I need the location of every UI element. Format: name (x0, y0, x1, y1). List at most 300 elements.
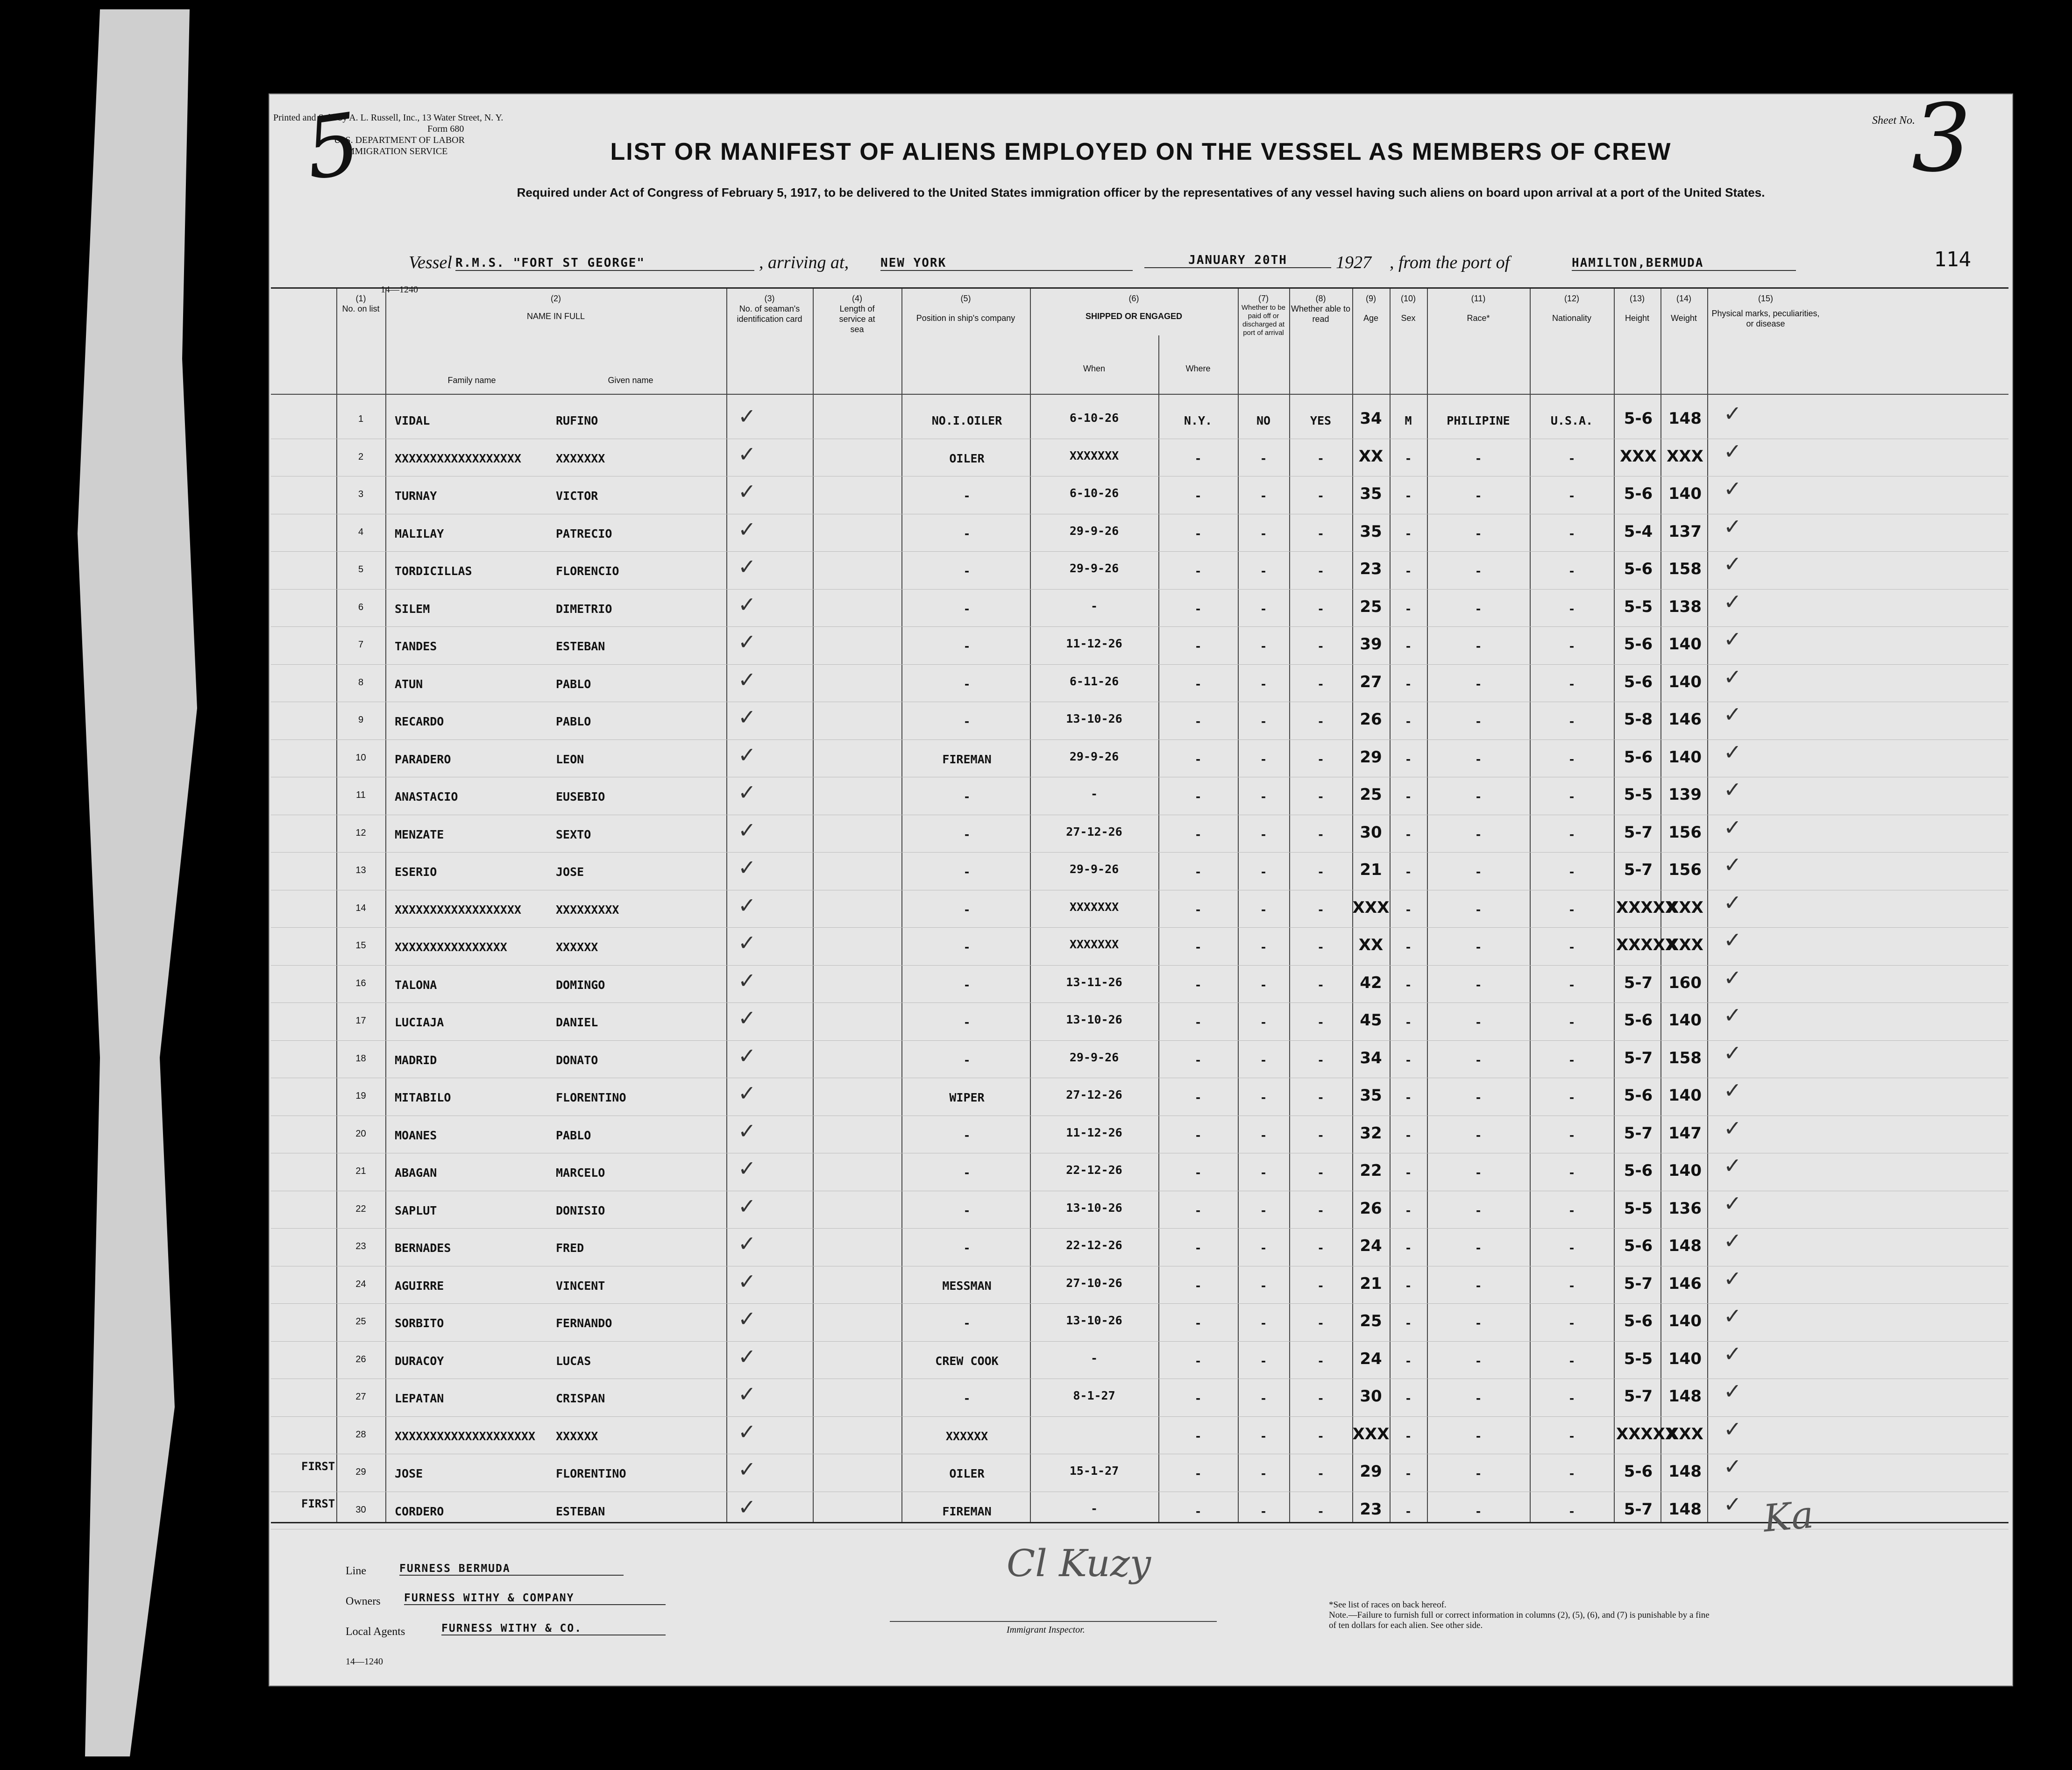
position: WIPER (949, 1091, 985, 1104)
able-to-read: - (1317, 526, 1325, 540)
family-name: TANDES (395, 640, 437, 653)
physical-check: ✓ (1724, 814, 1742, 840)
nationality: - (1568, 1166, 1575, 1180)
race: - (1475, 1091, 1482, 1104)
race: - (1475, 602, 1482, 616)
sex: - (1405, 1279, 1412, 1293)
col1-header: (1) No. on list (342, 294, 380, 313)
from-port: HAMILTON,BERMUDA (1572, 256, 1796, 271)
shipped-where: - (1194, 1467, 1202, 1480)
physical-check: ✓ (1724, 889, 1742, 915)
paid-off: - (1260, 978, 1267, 992)
height: 5-6 (1624, 1462, 1653, 1481)
family-name: MALILAY (395, 526, 444, 540)
height: 5-7 (1624, 1500, 1653, 1519)
height: 5-6 (1624, 1312, 1653, 1330)
position: - (963, 1392, 971, 1405)
given-name: VICTOR (556, 489, 598, 503)
sheet-number: 3 (1911, 84, 1971, 193)
paid-off: - (1260, 1053, 1267, 1067)
line-value: FURNESS BERMUDA (399, 1563, 624, 1576)
owners-label: Owners (346, 1595, 381, 1607)
table-row (271, 702, 2008, 739)
physical-check: ✓ (1724, 401, 1742, 426)
family-name: LUCIAJA (395, 1016, 444, 1029)
shipped-where: - (1194, 827, 1202, 841)
able-to-read: - (1317, 940, 1325, 954)
race: - (1475, 451, 1482, 465)
card-check: ✓ (738, 404, 756, 429)
paid-off: - (1260, 1392, 1267, 1405)
nationality: - (1568, 1091, 1575, 1104)
sex: - (1405, 790, 1412, 803)
position: - (963, 1016, 971, 1029)
family-name: ATUN (395, 677, 423, 691)
position: - (963, 827, 971, 841)
paid-off: - (1260, 752, 1267, 766)
able-to-read: - (1317, 1392, 1325, 1405)
physical-check: ✓ (1724, 1416, 1742, 1442)
table-row (271, 1416, 2008, 1454)
row-number: 23 (355, 1241, 366, 1251)
given-name: PABLO (556, 677, 591, 691)
sex: - (1405, 865, 1412, 879)
age: 30 (1360, 823, 1382, 842)
weight: 137 (1668, 522, 1702, 541)
family-name: TURNAY (395, 489, 437, 503)
given-name: FRED (556, 1241, 584, 1255)
height: XXX (1620, 447, 1657, 466)
age: 21 (1360, 1274, 1382, 1293)
col6-where-header: Where (1185, 364, 1211, 373)
race: - (1475, 526, 1482, 540)
paid-off: - (1260, 451, 1267, 465)
shipped-when: 6-10-26 (1069, 411, 1119, 425)
age: 21 (1360, 860, 1382, 879)
age: 24 (1360, 1237, 1382, 1255)
age: 25 (1360, 1312, 1382, 1330)
position: - (963, 903, 971, 917)
handwritten-mark: 5 (299, 95, 366, 199)
row-number: 26 (355, 1354, 366, 1365)
position: - (963, 1241, 971, 1255)
weight: 140 (1668, 1349, 1702, 1368)
position: - (963, 1128, 971, 1142)
height: 5-7 (1624, 860, 1653, 879)
family-name: XXXXXXXXXXXXXXXXXX (395, 451, 521, 465)
table-row (271, 927, 2008, 965)
given-name: PABLO (556, 1128, 591, 1142)
row-number: 28 (355, 1429, 366, 1440)
race: - (1475, 790, 1482, 803)
physical-check: ✓ (1724, 777, 1742, 802)
card-check: ✓ (738, 704, 756, 730)
shipped-where: - (1194, 1354, 1202, 1368)
table-row (271, 401, 2008, 438)
weight: 158 (1668, 560, 1702, 578)
table-row (271, 1266, 2008, 1303)
height: 5-7 (1624, 973, 1653, 992)
shipped-where: - (1194, 978, 1202, 992)
shipped-when: - (1090, 599, 1098, 613)
family-name: XXXXXXXXXXXXXXXX (395, 940, 507, 954)
card-check: ✓ (738, 1419, 756, 1444)
nationality: - (1568, 1241, 1575, 1255)
shipped-when: 13-11-26 (1066, 975, 1122, 989)
position: NO.I.OILER (931, 414, 1002, 427)
row-number: 17 (355, 1016, 366, 1026)
position: - (963, 677, 971, 691)
physical-check: ✓ (1724, 1115, 1742, 1141)
row-number: 3 (358, 489, 364, 499)
document-title: LIST OR MANIFEST OF ALIENS EMPLOYED ON THE VESSEL AS MEMBERS OF CREW (610, 138, 1672, 165)
able-to-read: - (1317, 602, 1325, 616)
paid-off: - (1260, 1316, 1267, 1330)
race: - (1475, 1316, 1482, 1330)
row-number: 19 (355, 1091, 366, 1101)
height: 5-7 (1624, 1123, 1653, 1143)
age: 34 (1360, 1048, 1382, 1067)
age: 29 (1360, 747, 1382, 767)
height: 5-5 (1624, 597, 1653, 616)
shipped-where: - (1194, 940, 1202, 954)
service: IMMIGRATION SERVICE (343, 146, 448, 156)
col11-header: (11) Race* (1467, 294, 1490, 323)
race: - (1475, 564, 1482, 578)
weight: 148 (1668, 1500, 1702, 1519)
position: - (963, 940, 971, 954)
handwritten-total: Ka (1761, 1493, 1816, 1541)
weight: 138 (1668, 597, 1702, 616)
sex: - (1405, 1467, 1412, 1480)
col2-family-header: Family name (447, 376, 496, 385)
able-to-read: - (1317, 1241, 1325, 1255)
physical-check: ✓ (1724, 1303, 1742, 1329)
shipped-when: 29-9-26 (1069, 524, 1119, 538)
form-code-small: 14—1240 (381, 284, 418, 295)
height: 5-5 (1624, 1349, 1653, 1368)
age: 22 (1360, 1161, 1382, 1180)
able-to-read: - (1317, 790, 1325, 803)
table-row (271, 777, 2008, 814)
position: - (963, 978, 971, 992)
sex: - (1405, 1053, 1412, 1067)
col4-header: (4) Length of service at sea (839, 294, 875, 334)
position: - (963, 790, 971, 803)
line-label: Line (346, 1565, 366, 1577)
weight: 148 (1668, 1237, 1702, 1255)
shipped-when: 27-12-26 (1066, 1088, 1122, 1102)
able-to-read: - (1317, 865, 1325, 879)
given-name: XXXXXXX (556, 451, 605, 465)
card-check: ✓ (738, 1457, 756, 1482)
position: OILER (949, 1467, 985, 1480)
paid-off: - (1260, 677, 1267, 691)
given-name: SEXTO (556, 827, 591, 841)
col6-when-header: When (1083, 364, 1106, 373)
height: 5-7 (1624, 823, 1653, 842)
col2-given-header: Given name (608, 376, 653, 385)
height: 5-6 (1624, 1161, 1653, 1180)
punch-hole (234, 509, 253, 529)
family-name: JOSE (395, 1467, 423, 1480)
given-name: XXXXXXXXX (556, 903, 619, 917)
weight: XXX (1667, 936, 1703, 954)
physical-check: ✓ (1724, 739, 1742, 765)
col12-header: (12) Nationality (1552, 294, 1592, 323)
race: - (1475, 1429, 1482, 1443)
given-name: ESTEBAN (556, 640, 605, 653)
race: - (1475, 1203, 1482, 1217)
able-to-read: - (1317, 827, 1325, 841)
shipped-when: 29-9-26 (1069, 562, 1119, 575)
physical-check: ✓ (1724, 476, 1742, 501)
card-check: ✓ (738, 1381, 756, 1407)
sex: - (1405, 1316, 1412, 1330)
sex: - (1405, 940, 1412, 954)
paid-off: - (1260, 1241, 1267, 1255)
position: - (963, 1053, 971, 1067)
row-number: 25 (355, 1316, 366, 1327)
card-check: ✓ (738, 1156, 756, 1181)
age: 35 (1360, 484, 1382, 503)
shipped-where: - (1194, 1016, 1202, 1029)
physical-check: ✓ (1724, 664, 1742, 690)
table-row (271, 1078, 2008, 1115)
able-to-read: - (1317, 1354, 1325, 1368)
height: 5-6 (1624, 1011, 1653, 1030)
given-name: XXXXXX (556, 1429, 598, 1443)
crew-table (271, 287, 2008, 1523)
col6-header: (6) SHIPPED OR ENGAGED (1085, 294, 1183, 321)
age: XX (1358, 447, 1384, 466)
weight: 156 (1668, 860, 1702, 879)
family-name: ANASTACIO (395, 790, 458, 803)
card-check: ✓ (738, 1231, 756, 1256)
table-row (271, 1341, 2008, 1379)
manifest-sheet (269, 84, 2013, 1686)
physical-check: ✓ (1724, 702, 1742, 727)
sex: - (1405, 526, 1412, 540)
shipped-where: - (1194, 1392, 1202, 1405)
paid-off: - (1260, 865, 1267, 879)
shipped-when: 11-12-26 (1066, 637, 1122, 650)
row-number: 13 (355, 865, 366, 875)
shipped-where: - (1194, 451, 1202, 465)
given-name: FLORENTINO (556, 1467, 626, 1480)
paid-off: - (1260, 1128, 1267, 1142)
able-to-read: - (1317, 451, 1325, 465)
table-row (271, 1379, 2008, 1416)
able-to-read: - (1317, 1203, 1325, 1217)
height: XXXXX (1616, 936, 1678, 954)
nationality: - (1568, 1316, 1575, 1330)
shipped-when: 13-10-26 (1066, 712, 1122, 725)
height: XXXXX (1616, 1424, 1678, 1443)
paid-off: NO (1256, 414, 1271, 427)
nationality: - (1568, 1429, 1575, 1443)
sex: - (1405, 903, 1412, 917)
sex: - (1405, 489, 1412, 503)
given-name: RUFINO (556, 414, 598, 427)
card-check: ✓ (738, 1268, 756, 1294)
col14-header: (14) Weight (1671, 294, 1697, 323)
family-name: MOANES (395, 1128, 437, 1142)
card-check: ✓ (738, 667, 756, 692)
weight: XXX (1667, 1424, 1703, 1443)
sex: - (1405, 1392, 1412, 1405)
weight: XXX (1667, 447, 1703, 466)
physical-check: ✓ (1724, 1228, 1742, 1253)
age: 26 (1360, 710, 1382, 729)
weight: 139 (1668, 785, 1702, 804)
shipped-when: XXXXXXX (1069, 448, 1119, 462)
arriving-port: NEW YORK (880, 256, 1133, 271)
age: XXX (1352, 1424, 1390, 1443)
row-number: 10 (355, 752, 366, 763)
table-row (271, 664, 2008, 702)
sex: - (1405, 1354, 1412, 1368)
shipped-when: 15-1-27 (1069, 1464, 1119, 1478)
agents-label: Local Agents (346, 1626, 405, 1638)
able-to-read: - (1317, 1316, 1325, 1330)
height: 5-6 (1624, 484, 1653, 503)
race: - (1475, 903, 1482, 917)
card-check: ✓ (738, 554, 756, 579)
row-number: 2 (358, 451, 364, 462)
table-row (271, 1191, 2008, 1228)
position: FIREMAN (942, 1504, 992, 1518)
shipped-where: - (1194, 1504, 1202, 1518)
race: PHILIPINE (1447, 414, 1510, 427)
height: XXXXX (1616, 898, 1678, 917)
family-name: MADRID (395, 1053, 437, 1067)
position: - (963, 526, 971, 540)
physical-check: ✓ (1724, 1265, 1742, 1291)
race: - (1475, 677, 1482, 691)
table-row (271, 476, 2008, 513)
family-name: DURACOY (395, 1354, 444, 1368)
row-number: 9 (358, 715, 364, 725)
family-name: MITABILO (395, 1091, 451, 1104)
sex: - (1405, 1241, 1412, 1255)
table-row (271, 439, 2008, 476)
paid-off: - (1260, 1467, 1267, 1480)
race: - (1475, 1016, 1482, 1029)
height: 5-6 (1624, 1086, 1653, 1105)
shipped-where: - (1194, 790, 1202, 803)
sex: - (1405, 1128, 1412, 1142)
given-name: FLORENCIO (556, 564, 619, 578)
physical-check: ✓ (1724, 1454, 1742, 1479)
family-name: TORDICILLAS (395, 564, 472, 578)
shipped-where: - (1194, 1128, 1202, 1142)
shipped-where: - (1194, 1279, 1202, 1293)
sex: - (1405, 752, 1412, 766)
position: - (963, 715, 971, 728)
height: 5-6 (1624, 747, 1653, 767)
table-row (271, 1303, 2008, 1341)
table-row (271, 1454, 2008, 1491)
col10-header: (10) Sex (1400, 294, 1416, 323)
weight: XXX (1667, 898, 1703, 917)
shipped-when: 6-10-26 (1069, 486, 1119, 500)
family-name: LEPATAN (395, 1392, 444, 1405)
position: - (963, 1203, 971, 1217)
year: 1927 (1336, 253, 1371, 272)
card-check: ✓ (738, 892, 756, 918)
family-name: BERNADES (395, 1241, 451, 1255)
given-name: EUSEBIO (556, 790, 605, 803)
family-name: SORBITO (395, 1316, 444, 1330)
race: - (1475, 1128, 1482, 1142)
shipped-where: - (1194, 602, 1202, 616)
card-check: ✓ (738, 1343, 756, 1369)
shipped-when: 27-10-26 (1066, 1276, 1122, 1290)
able-to-read: - (1317, 903, 1325, 917)
card-check: ✓ (738, 967, 756, 993)
family-name: ABAGAN (395, 1166, 437, 1180)
physical-check: ✓ (1724, 589, 1742, 614)
shipped-when: - (1090, 1501, 1098, 1515)
shipped-when: XXXXXXX (1069, 938, 1119, 951)
position: OILER (949, 451, 985, 465)
age: 25 (1360, 785, 1382, 804)
weight: 148 (1668, 409, 1702, 428)
nationality: - (1568, 640, 1575, 653)
shipped-where: - (1194, 1429, 1202, 1443)
race: - (1475, 1392, 1482, 1405)
physical-check: ✓ (1724, 1491, 1742, 1517)
shipped-when: 22-12-26 (1066, 1238, 1122, 1252)
shipped-when: XXXXXXX (1069, 900, 1119, 914)
card-check: ✓ (738, 1005, 756, 1031)
weight: 147 (1668, 1123, 1702, 1143)
physical-check: ✓ (1724, 551, 1742, 576)
family-name: TALONA (395, 978, 437, 992)
nationality: - (1568, 451, 1575, 465)
age: 30 (1360, 1387, 1382, 1406)
table-row (271, 589, 2008, 626)
row-number: 21 (355, 1166, 366, 1176)
shipped-where: - (1194, 564, 1202, 578)
race: - (1475, 640, 1482, 653)
physical-check: ✓ (1724, 438, 1742, 464)
torn-paper-strip (70, 9, 220, 1756)
position: - (963, 564, 971, 578)
shipped-when: - (1090, 1351, 1098, 1365)
document-subtitle: Required under Act of Congress of February 5, 1917, to be delivered to the United States immigration officer by the representatives of any vessel having such aliens on board upon arrival at a port of the United States. (517, 185, 1765, 199)
family-name: MENZATE (395, 827, 444, 841)
paid-off: - (1260, 1279, 1267, 1293)
given-name: CRISPAN (556, 1392, 605, 1405)
sex: - (1405, 451, 1412, 465)
table-row (271, 739, 2008, 777)
shipped-where: - (1194, 489, 1202, 503)
given-name: DOMINGO (556, 978, 605, 992)
row-number: 6 (358, 602, 364, 612)
weight: 136 (1668, 1199, 1702, 1218)
race: - (1475, 715, 1482, 728)
col15-header: (15) Physical marks, peculiarities, or disease (1711, 294, 1820, 328)
able-to-read: - (1317, 752, 1325, 766)
position: CREW COOK (935, 1354, 999, 1368)
height: 5-6 (1624, 409, 1653, 428)
card-check: ✓ (738, 1043, 756, 1068)
able-to-read: - (1317, 564, 1325, 578)
nationality: - (1568, 1053, 1575, 1067)
height: 5-6 (1624, 635, 1653, 654)
